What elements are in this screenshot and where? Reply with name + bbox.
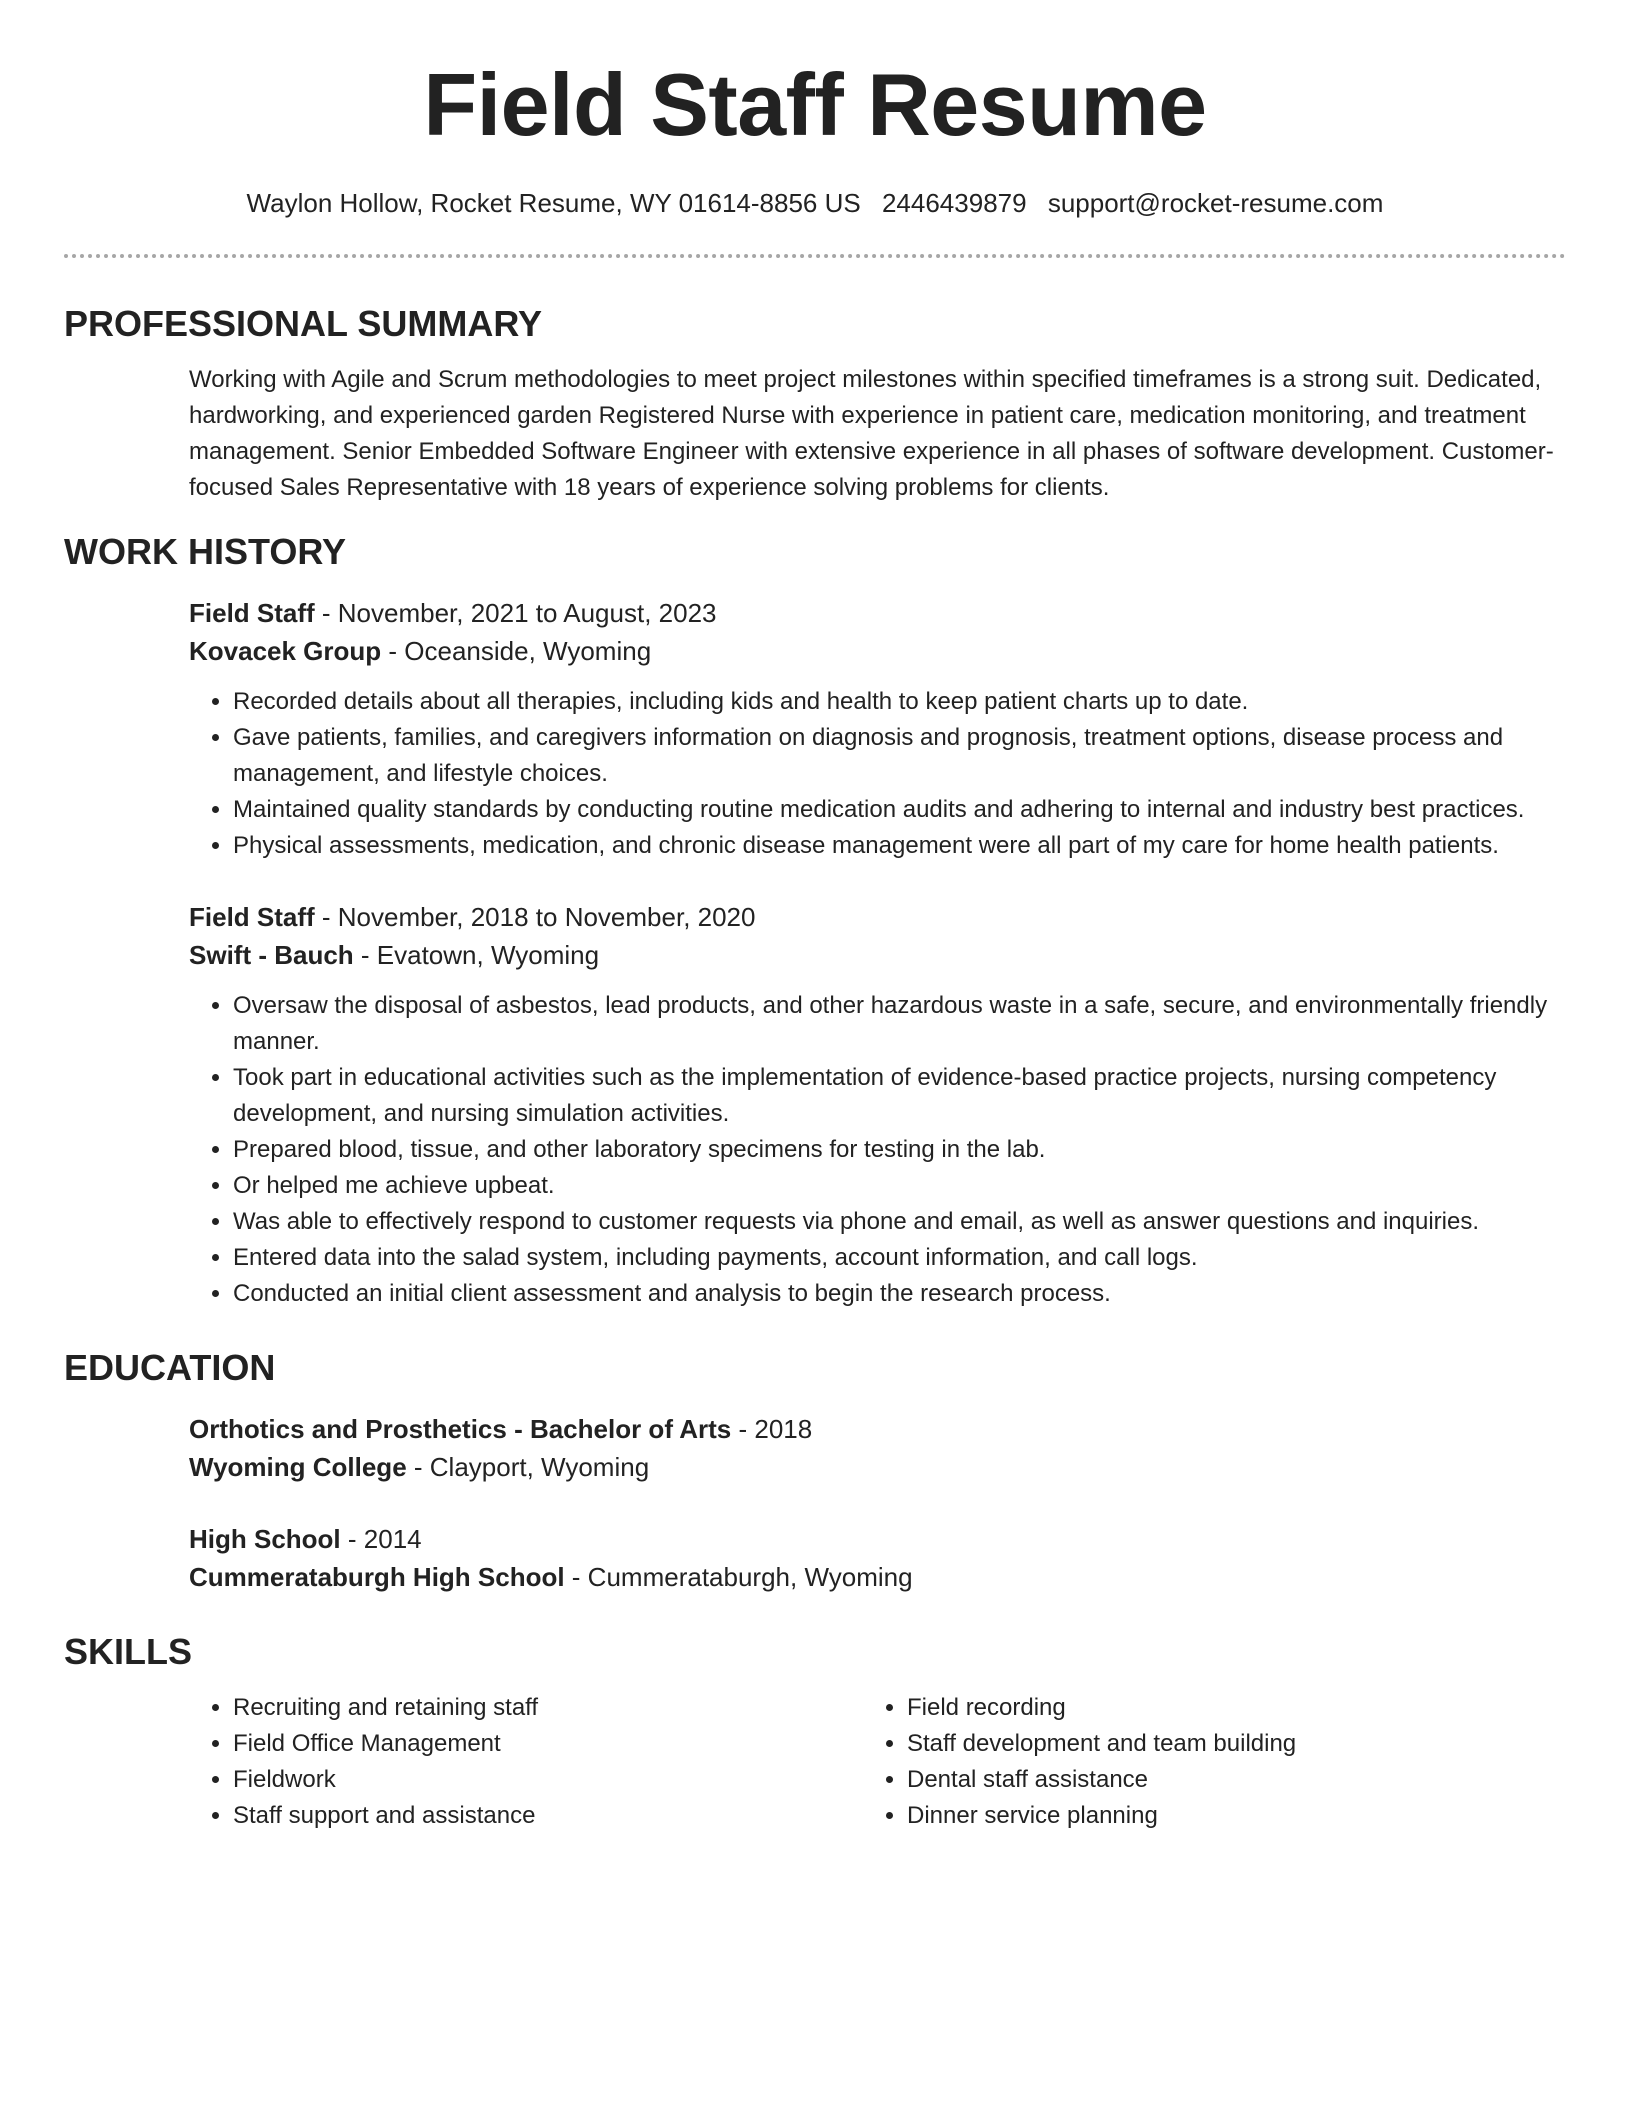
skills-column-right [863, 1690, 1537, 1834]
skill-item: • Staff support and assistance [233, 1798, 863, 1834]
skills-columns [189, 1690, 1566, 1834]
job-company: Swift - Bauch [189, 940, 354, 970]
skill-item: • Dental staff assistance [907, 1762, 1537, 1798]
job-company-line [189, 936, 1566, 974]
contact-address: Waylon Hollow, Rocket Resume, WY 01614-8856 US [246, 188, 861, 218]
school-line [189, 1558, 1566, 1596]
job-title-line [189, 594, 1566, 632]
school-line [189, 1448, 1566, 1486]
school: Cummerataburgh High School [189, 1562, 565, 1592]
job-bullet: • Conducted an initial client assessment and analysis to begin the research process. [233, 1276, 1566, 1312]
skill-item: • Dinner service planning [907, 1798, 1537, 1834]
job-title: Field Staff [189, 902, 315, 932]
job-company: Kovacek Group [189, 636, 382, 666]
job-title-line [189, 898, 1566, 936]
skills-heading: SKILLS [64, 1631, 193, 1672]
resume-title: Field Staff Resume [423, 55, 1207, 154]
education-section [64, 1346, 1566, 1596]
job-location: - Evatown, Wyoming [353, 940, 600, 970]
job-bullet: • Physical assessments, medication, and chronic disease management were all part of my care for home health patients. [233, 828, 1566, 864]
summary-heading: PROFESSIONAL SUMMARY [64, 303, 543, 344]
summary-section [64, 302, 1566, 506]
skill-item: • Recruiting and retaining staff [233, 1690, 863, 1726]
job-bullet: • Was able to effectively respond to customer requests via phone and email, as well as answer questions and inquiries. [233, 1204, 1566, 1240]
skills-column-left [189, 1690, 863, 1834]
job-bullet: • Or helped me achieve upbeat. [233, 1168, 1566, 1204]
job-dates: - November, 2021 to August, 2023 [314, 598, 717, 628]
education-entry [189, 1520, 1566, 1596]
job-bullet: • Took part in educational activities such as the implementation of evidence-based practice projects, nursing competency development, and nursing simulation activities. [233, 1060, 1566, 1132]
degree-line [189, 1520, 1566, 1558]
school-location: - Cummerataburgh, Wyoming [564, 1562, 913, 1592]
degree-year: - 2014 [340, 1524, 422, 1554]
job-location: - Oceanside, Wyoming [381, 636, 652, 666]
contact-email: support@rocket-resume.com [1047, 188, 1384, 218]
work-history-section [64, 530, 1566, 1312]
contact-phone: 2446439879 [881, 188, 1027, 218]
job-bullet: • Oversaw the disposal of asbestos, lead products, and other hazardous waste in a safe, secure, and environmentally friendly manner. [233, 988, 1566, 1060]
work-history-heading: WORK HISTORY [64, 531, 347, 572]
job-entry [189, 898, 1566, 1312]
job-dates: - November, 2018 to November, 2020 [314, 902, 756, 932]
school: Wyoming College [189, 1452, 407, 1482]
job-bullets [189, 684, 1566, 864]
job-bullet: • Prepared blood, tissue, and other laboratory specimens for testing in the lab. [233, 1132, 1566, 1168]
education-heading: EDUCATION [64, 1347, 276, 1388]
degree: Orthotics and Prosthetics - Bachelor of Arts [189, 1414, 732, 1444]
school-location: - Clayport, Wyoming [406, 1452, 650, 1482]
job-bullet: • Entered data into the salad system, including payments, account information, and call logs. [233, 1240, 1566, 1276]
skill-item: • Field recording [907, 1690, 1537, 1726]
job-bullet: • Maintained quality standards by conducting routine medication audits and adhering to internal and industry best practices. [233, 792, 1566, 828]
skill-item: • Fieldwork [233, 1762, 863, 1798]
resume-page [64, 50, 1566, 1834]
job-bullet: • Recorded details about all therapies, including kids and health to keep patient charts up to date. [233, 684, 1566, 720]
skills-section [64, 1630, 1566, 1834]
job-bullet: • Gave patients, families, and caregivers information on diagnosis and prognosis, treatment options, disease process and management, and lifestyle choices. [233, 720, 1566, 792]
header-divider [64, 254, 1566, 258]
degree-year: - 2018 [731, 1414, 813, 1444]
skill-item: • Field Office Management [233, 1726, 863, 1762]
contact-line [64, 186, 1566, 220]
skill-item: • Staff development and team building [907, 1726, 1537, 1762]
job-bullets [189, 988, 1566, 1312]
education-entry [189, 1410, 1566, 1486]
job-entry [189, 594, 1566, 864]
degree: High School [189, 1524, 341, 1554]
job-company-line [189, 632, 1566, 670]
summary-text: Working with Agile and Scrum methodologies to meet project milestones within specified timeframes is a strong suit. Dedicated, hardworking, and experienced garden Registered Nurse with experience in patient care, medication monitoring, and treatment management. Senior Embedded Software Engineer with extensive experience in all phases of software development. Customer-focused Sales Representative with 18 years of experience solving problems for clients. [189, 366, 1554, 501]
degree-line [189, 1410, 1566, 1448]
job-title: Field Staff [189, 598, 315, 628]
